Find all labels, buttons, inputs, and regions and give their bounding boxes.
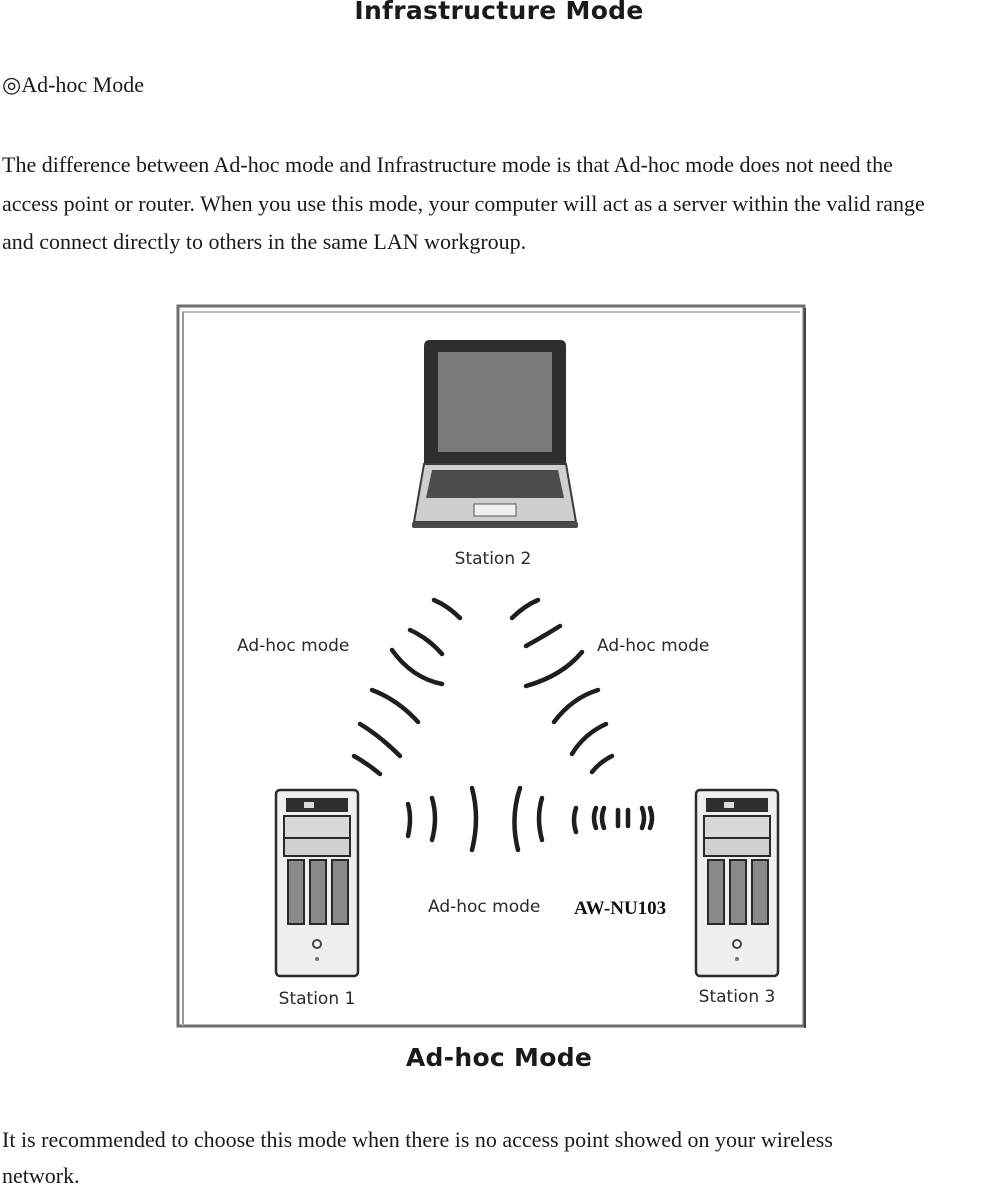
ad-hoc-link-label-bottom: Ad-hoc mode [428,897,541,917]
figure-caption: Ad-hoc Mode [405,1043,593,1072]
ad-hoc-link-label-left: Ad-hoc mode [237,636,350,656]
ad-hoc-diagram [176,304,808,1030]
previous-figure-caption: Infrastructure Mode [354,0,644,25]
recommendation-paragraph [2,1122,998,1194]
station-3-label: Station 3 [698,987,776,1007]
paragraph-line: The difference between Ad-hoc mode and Infrastructure mode is that Ad-hoc mode does not need the [2,152,893,177]
ad-hoc-link-label-right: Ad-hoc mode [597,636,710,656]
section-heading: ◎Ad-hoc Mode [2,72,145,97]
paragraph-line: and connect directly to others in the same LAN workgroup. [2,229,527,254]
laptop-icon [412,340,578,528]
station-1-label: Station 1 [278,989,356,1009]
desktop-tower-icon [696,790,778,976]
station-2-label: Station 2 [454,549,532,569]
paragraph-line: access point or router. When you use this mode, your computer will act as a server within the valid range [2,190,925,216]
desktop-tower-icon [276,790,358,976]
device-model-label: AW-NU103 [574,898,667,919]
paragraph-line: It is recommended to choose this mode when there is no access point showed on your wireless [2,1127,833,1152]
intro-paragraph [2,146,998,262]
paragraph-line: network. [2,1163,80,1188]
